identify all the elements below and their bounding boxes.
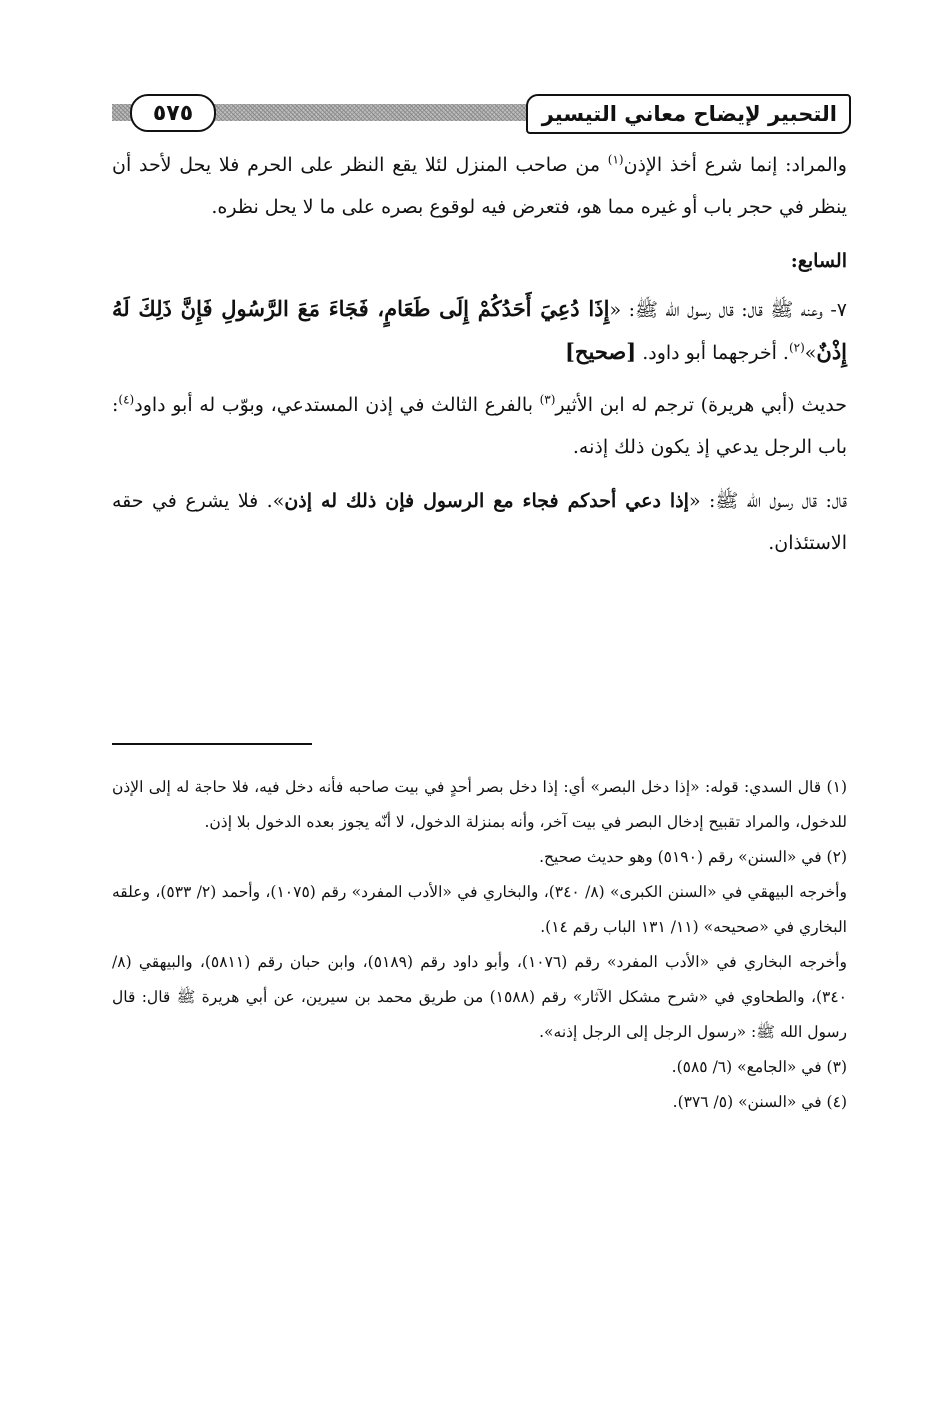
paragraph-commentary-3 — [112, 480, 847, 564]
footnote-2: (٢) في «السنن» رقم (٥١٩٠) وهو حديث صحيح. — [539, 848, 847, 866]
footnote-1: (١) قال السدي: قوله: «إذا دخل البصر» أي: إذا دخل بصر أحدٍ في بيت صاحبه فأنه دخل فيه، فلا حاجة له إلى الإذن للدخول، والمراد تقبيح إدخال البصر في بيت آخر، وأنه بمنزلة الدخول، لا أنّه يجوز بعده الدخول بلا إذن. — [112, 778, 847, 831]
footnotes — [112, 770, 847, 1120]
footnote-4: (٤) في «السنن» (٥/ ٣٧٦). — [672, 1093, 847, 1111]
page-number: ٥٧٥ — [152, 100, 194, 126]
quoted-hadith: إذا دعي أحدكم فجاء مع الرسول فإن ذلك له إذن — [284, 490, 689, 512]
text-run: . أخرجهما أبو داود. — [636, 342, 789, 364]
text-run: والمراد: إنما شرع أخذ الإذن — [623, 154, 847, 176]
text-run: من صاحب المنزل لئلا يقع النظر على الحرم فلا يحل لأحد أن ينظر في حجر باب أو غيره مما هو، فتعرض فيه لوقوع بصره على ما لا يحل نظره. — [112, 154, 847, 218]
header-title-frame — [526, 94, 851, 134]
hadith-grade: [صحيح] — [565, 339, 637, 364]
footnote-3: (٣) في «الجامع» (٦/ ٥٨٥). — [671, 1058, 847, 1076]
text-run: ». فلا يشرع في حقه الاستئذان. — [112, 490, 847, 554]
footnote-2-continued: وأخرجه البيهقي في «السنن الكبرى» (٨/ ٣٤٠)، والبخاري في «الأدب المفرد» رقم (١٠٧٥)، وأحمد (٢/ ٥٣٣)، وعلقه البخاري في «صحيحه» (١١/ ١٣١ الباب رقم ١٤). — [112, 883, 847, 936]
page-number-frame — [130, 94, 216, 132]
text-run: : باب الرجل يدعي إذ يكون ذلك إذنه. — [112, 394, 847, 458]
text-run: ٧- وعنه ﷺ قال: قال رسول الله ﷺ: « — [609, 299, 847, 321]
paragraph-commentary-1 — [112, 144, 847, 228]
hadith-text: إِذَا دُعِيَ أَحَدُكُمْ إِلَى طَعَامٍ، فَجَاءَ مَعَ الرَّسُولِ فَإِنَّ ذَلِكَ لَهُ إِذْنٌ — [112, 296, 847, 364]
text-run: حديث (أبي هريرة) ترجم له ابن الأثير — [555, 394, 847, 416]
footnote-ref-3: (٣) — [539, 392, 556, 407]
footnote-separator — [112, 743, 312, 745]
footnote-ref-1: (١) — [607, 152, 624, 167]
paragraph-commentary-2 — [112, 384, 847, 468]
footnote-ref-4: (٤) — [118, 392, 135, 407]
text-run: بالفرع الثالث في إذن المستدعي، وبوّب له أبو داود — [134, 394, 540, 416]
book-page — [112, 88, 847, 1368]
book-title: التحبير لإيضاح معاني التيسير — [541, 102, 837, 126]
text-run: قال: قال رسول الله ﷺ: « — [688, 490, 848, 512]
section-label: السابع: — [790, 250, 847, 272]
footnote-ref-2: (٢) — [788, 340, 805, 355]
text-run: » — [804, 342, 817, 364]
running-header — [112, 94, 847, 136]
footnote-2-continued: وأخرجه البخاري في «الأدب المفرد» رقم (١٠٧٦)، وأبو داود رقم (٥١٨٩)، وابن حبان رقم (٥٨١١)، والبيهقي (٨/ ٣٤٠)، والطحاوي في «شرح مشكل الآثار» رقم (١٥٨٨) من طريق محمد بن سيرين، عن أبي هريرة ﷺ قال: قال رسول الله ﷺ: «رسول الرجل إلى الرجل إذنه». — [112, 953, 847, 1041]
hadith-paragraph — [112, 288, 847, 374]
main-text — [112, 144, 847, 564]
